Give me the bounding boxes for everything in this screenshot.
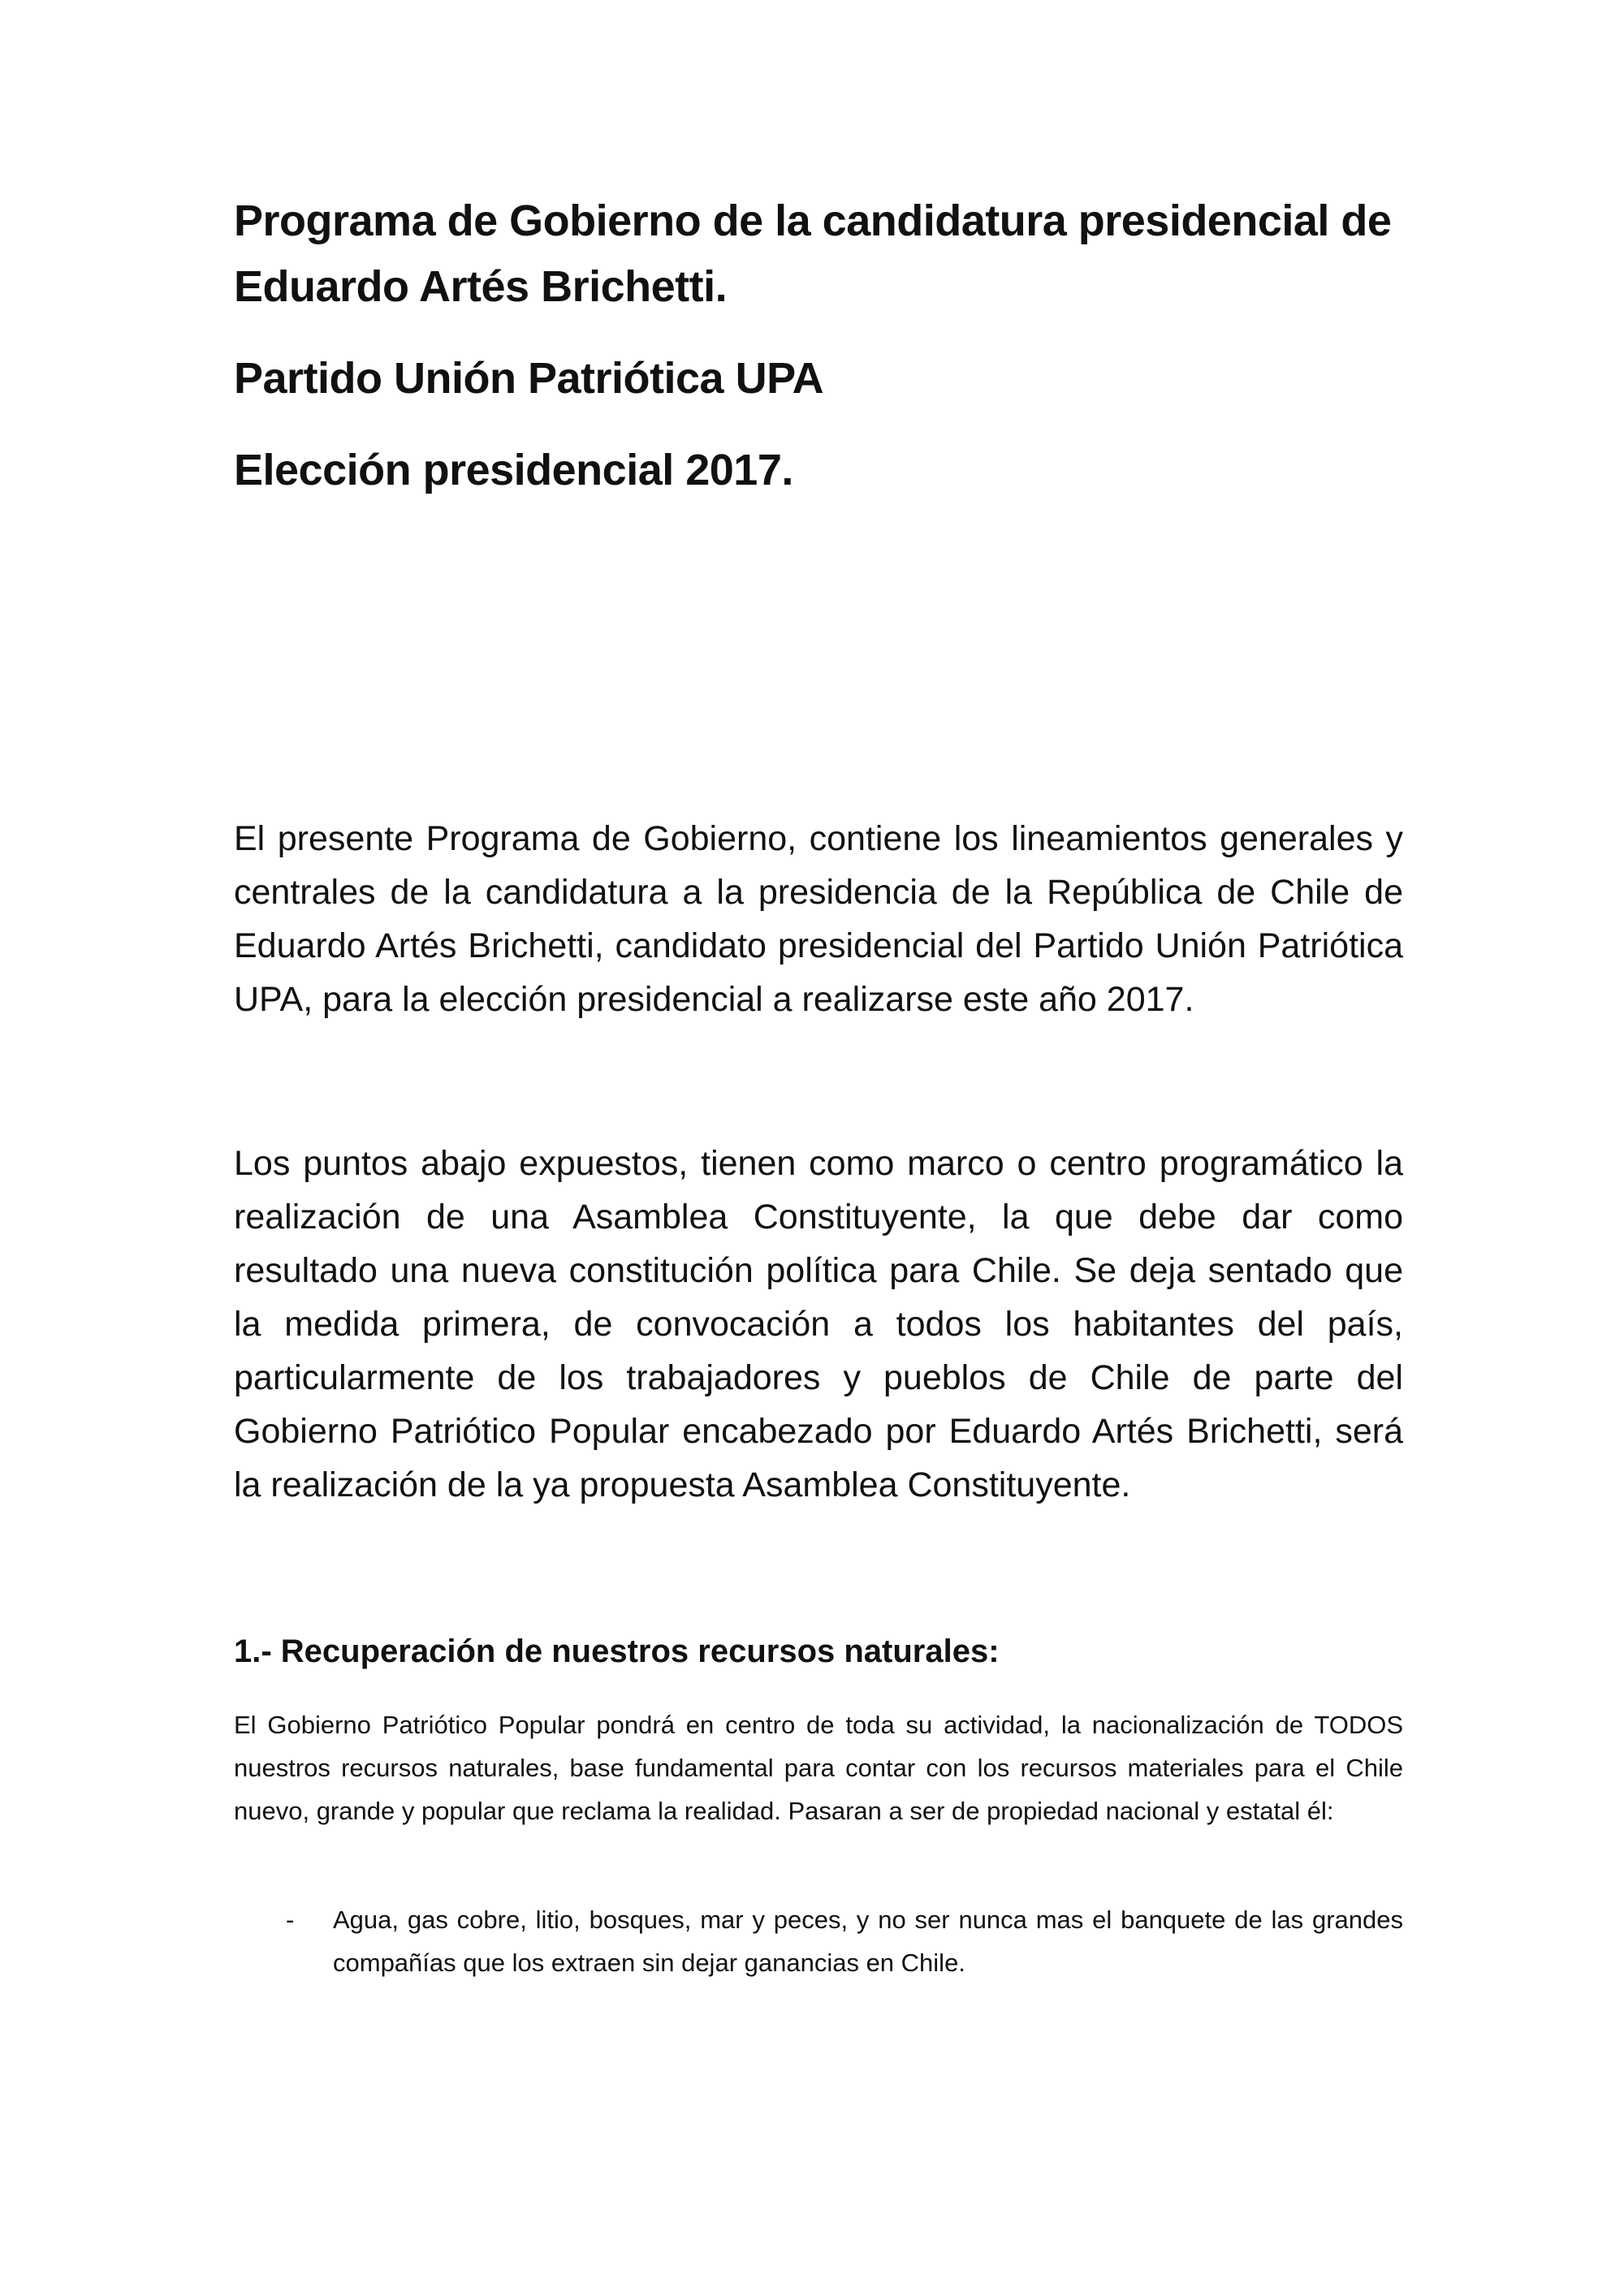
section-1-heading: 1.- Recuperación de nuestros recursos naturales: [234, 1634, 1000, 1669]
document-title-line-1: Programa de Gobierno de la candidatura presidencial de [234, 196, 1392, 245]
document-page [234, 0, 1403, 2296]
list-item [234, 1898, 1403, 1984]
intro-paragraph-1: El presente Programa de Gobierno, contiene los lineamientos generales y centrales de la candidatura a la presidencia de la República de Chile de Eduardo Artés Brichetti, candidato presidencial del Partido Unión Patriótica UPA, para la elección presidencial a realizarse este año 2017. [234, 819, 1403, 1019]
document-title-line-2: Eduardo Artés Brichetti. [234, 262, 728, 311]
bullet-marker: - [286, 1905, 295, 1934]
title-block [234, 188, 1403, 503]
intro-paragraph-2: Los puntos abajo expuestos, tienen como marco o centro programático la realización de una Asamblea Constituyente, la que debe dar como resultado una nueva constitución política para Chile. Se deja sentado que la medida primera, de convocación a todos los habitantes del país, particularmente de los trabajadores y pueblos de Chile de parte del Gobierno Patriótico Popular encabezado por Eduardo Artés Brichetti, será la realización de la ya propuesta Asamblea Constituyente. [234, 1144, 1403, 1504]
election-title: Elección presidencial 2017. [234, 446, 793, 494]
party-name: Partido Unión Patriótica UPA [234, 354, 824, 403]
section-1-bullet-list [234, 1898, 1403, 1984]
bullet-text: Agua, gas cobre, litio, bosques, mar y peces, y no ser nunca mas el banquete de las grandes compañías que los extraen sin dejar ganancias en Chile. [333, 1905, 1403, 1977]
section-1-body: El Gobierno Patriótico Popular pondrá en centro de toda su actividad, la nacionalización de TODOS nuestros recursos naturales, base fundamental para contar con los recursos materiales para el Chile nuevo, grande y popular que reclama la realidad. Pasaran a ser de propiedad nacional y estatal él: [234, 1711, 1403, 1825]
